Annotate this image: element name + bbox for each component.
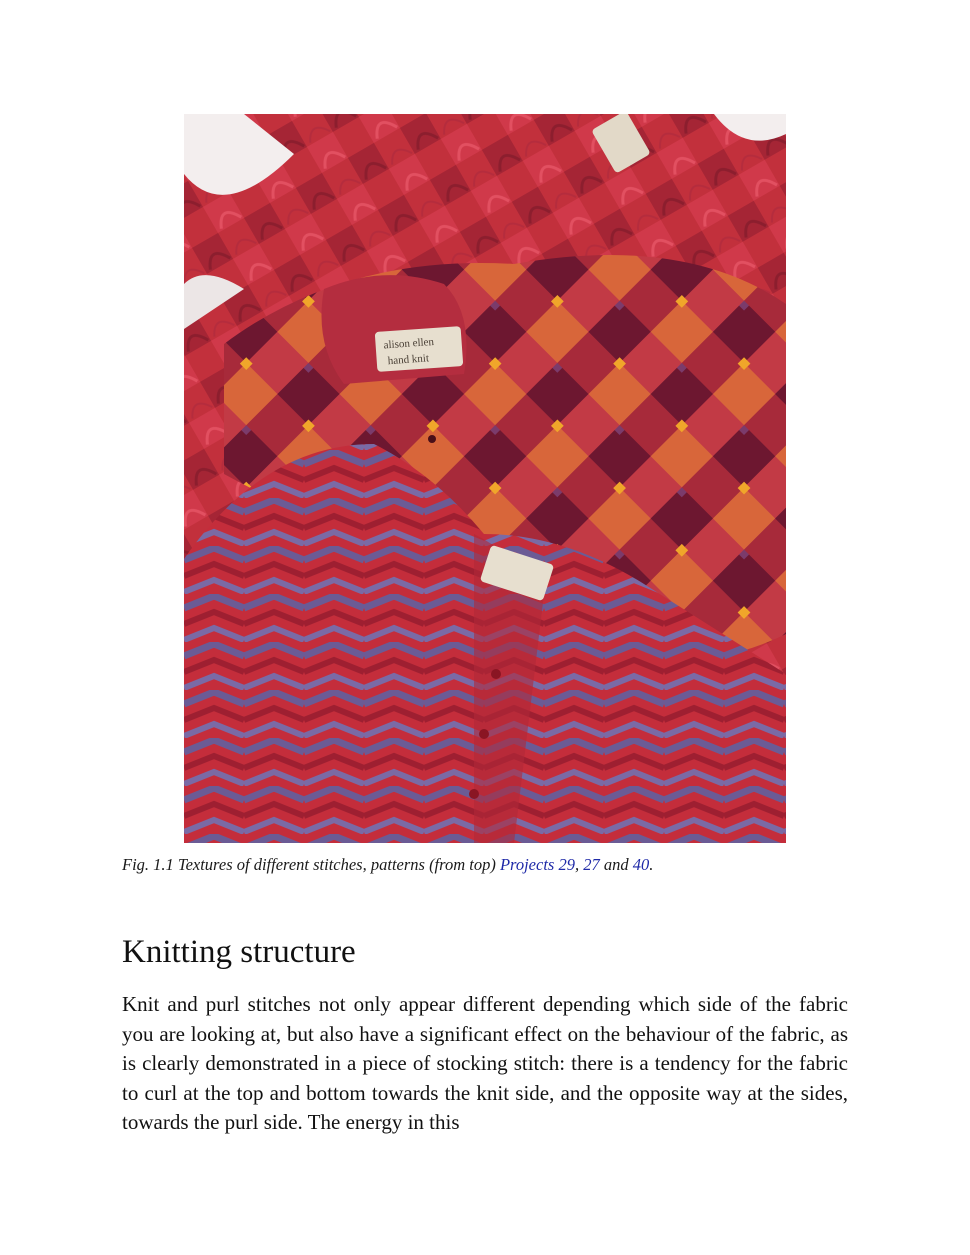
button-2 bbox=[479, 729, 489, 739]
figure-caption bbox=[122, 855, 862, 875]
label-tag-middle-text: alison ellen bbox=[383, 335, 435, 352]
button-3 bbox=[469, 789, 479, 799]
projects-29-link[interactable]: Projects 29 bbox=[499, 855, 575, 874]
button-1 bbox=[491, 669, 501, 679]
caption-suffix: . bbox=[649, 855, 654, 874]
caption-separator-and: and bbox=[599, 855, 633, 874]
knitwear-illustration bbox=[184, 114, 786, 843]
project-40-link[interactable]: 40 bbox=[632, 855, 650, 874]
button-4 bbox=[428, 435, 436, 443]
section-heading: Knitting structure bbox=[122, 934, 356, 970]
caption-separator: , bbox=[574, 855, 584, 874]
body-paragraph: Knit and purl stitches not only appear different depending which side of the fabric you are looking at, but also have a significant effect on the behaviour of the fabric, as is clearly demonstrated in a piece of stocking stitch: there is a tendency for the fabric to curl at the top and bottom towards the knit side, and the opposite way at the sides, towards the purl side. The energy in this bbox=[122, 992, 848, 1134]
project-27-link[interactable]: 27 bbox=[583, 855, 600, 874]
svg-text:hand knit: hand knit bbox=[387, 352, 430, 368]
knitwear-photo bbox=[184, 114, 786, 843]
caption-prefix: Fig. 1.1 Textures of different stitches, patterns (from top) bbox=[122, 855, 500, 874]
